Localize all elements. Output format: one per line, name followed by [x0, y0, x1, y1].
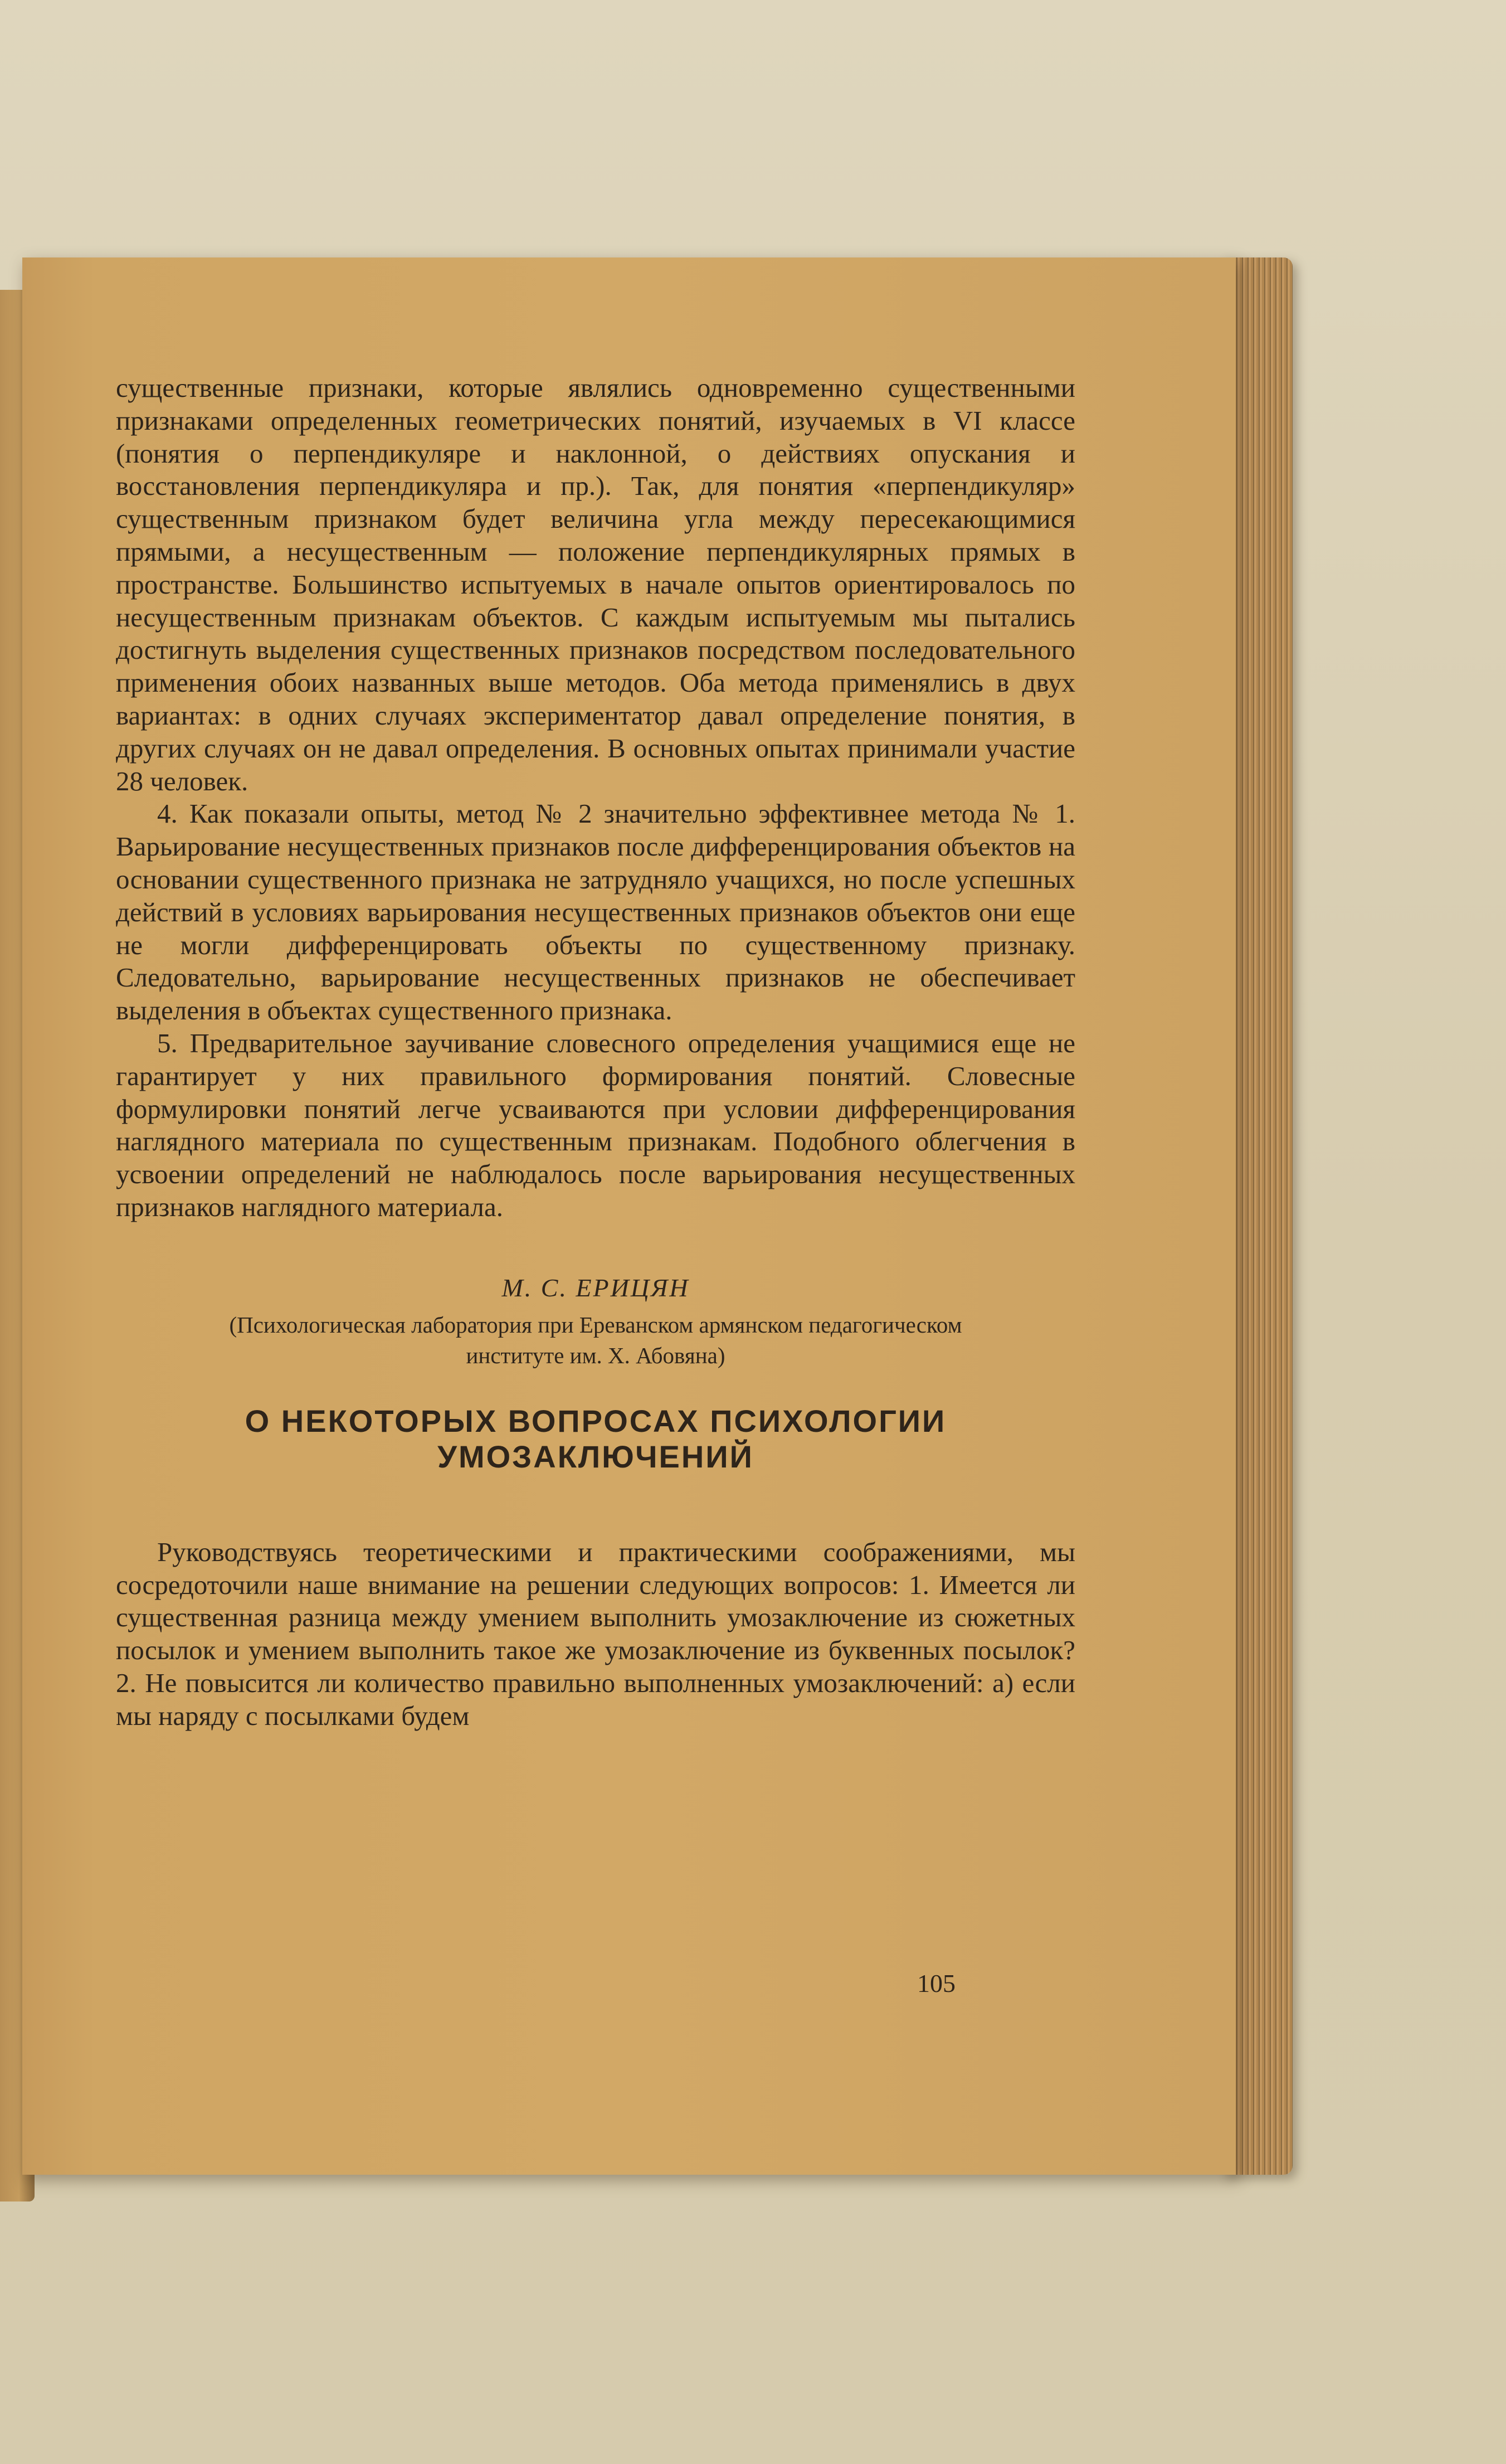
article-title: О НЕКОТОРЫХ ВОПРОСАХ ПСИХОЛОГИИ УМОЗАКЛЮЧЕНИЙ — [245, 1403, 947, 1474]
article-author: М. С. ЕРИЦЯН — [501, 1273, 690, 1302]
body-paragraph-2: 4. Как показали опыты, метод № 2 значительно эффективнее метода № 1. Варьирование несущественных признаков после дифференцирования объектов на основании существенного признака не затрудняло учащихся, но после успешных действий в условиях варьирования несущественных признаков объектов они еще не могли дифференцировать объекты по существенному признаку. Следовательно, варьирование несущественных признаков не обеспечивает выделения в объектах существенного признака. — [116, 798, 1075, 1026]
article-intro-paragraph: Руководствуясь теоретическими и практическими соображениями, мы сосредоточили наше внимание на решении следующих вопросов: 1. Имеется ли существенная разница между умением выполнить умозаключение из сюжетных посылок и умением выполнить такое же умозаключение из буквенных посылок? 2. Не повысится ли количество правильно выполненных умозаключений: а) если мы наряду с посылками будем — [116, 1536, 1075, 1731]
page-number: 105 — [917, 1969, 956, 1998]
book-page — [22, 257, 1236, 2175]
article-affiliation: (Психологическая лаборатория при Ереванском армянском педагогическом институте им. Х. Абовяна) — [229, 1311, 962, 1368]
body-paragraph-1: существенные признаки, которые являлись одновременно существенными признаками определенных геометрических понятий, изучаемых в VI классе (понятия о перпендикуляре и наклонной, о действиях опускания и восстановления перпендикуляра и пр.). Так, для понятия «перпендикуляр» существенным признаком будет величина угла между пересекающимися прямыми, а несущественным — положение перпендикулярных прямых в пространстве. Большинство испытуемых в начале опытов ориентировалось по несущественным признакам объектов. С каждым испытуемым мы пытались достигнуть выделения существенных признаков посредством последовательного применения обоих названных выше методов. Оба метода применялись в двух вариантах: в одних случаях экспериментатор давал определение понятия, в других случаях он не давал определения. В основных опытах принимали участие 28 человек. — [116, 372, 1075, 796]
body-paragraph-3: 5. Предварительное заучивание словесного определения учащимися еще не гарантирует у них правильного формирования понятий. Словесные формулировки понятий легче усваиваются при условии дифференцирования наглядного материала по существенным признакам. Подобного облегчения в усвоении определений не наблюдалось после варьирования несущественных признаков наглядного материала. — [116, 1027, 1075, 1222]
text-column — [116, 372, 1075, 1733]
